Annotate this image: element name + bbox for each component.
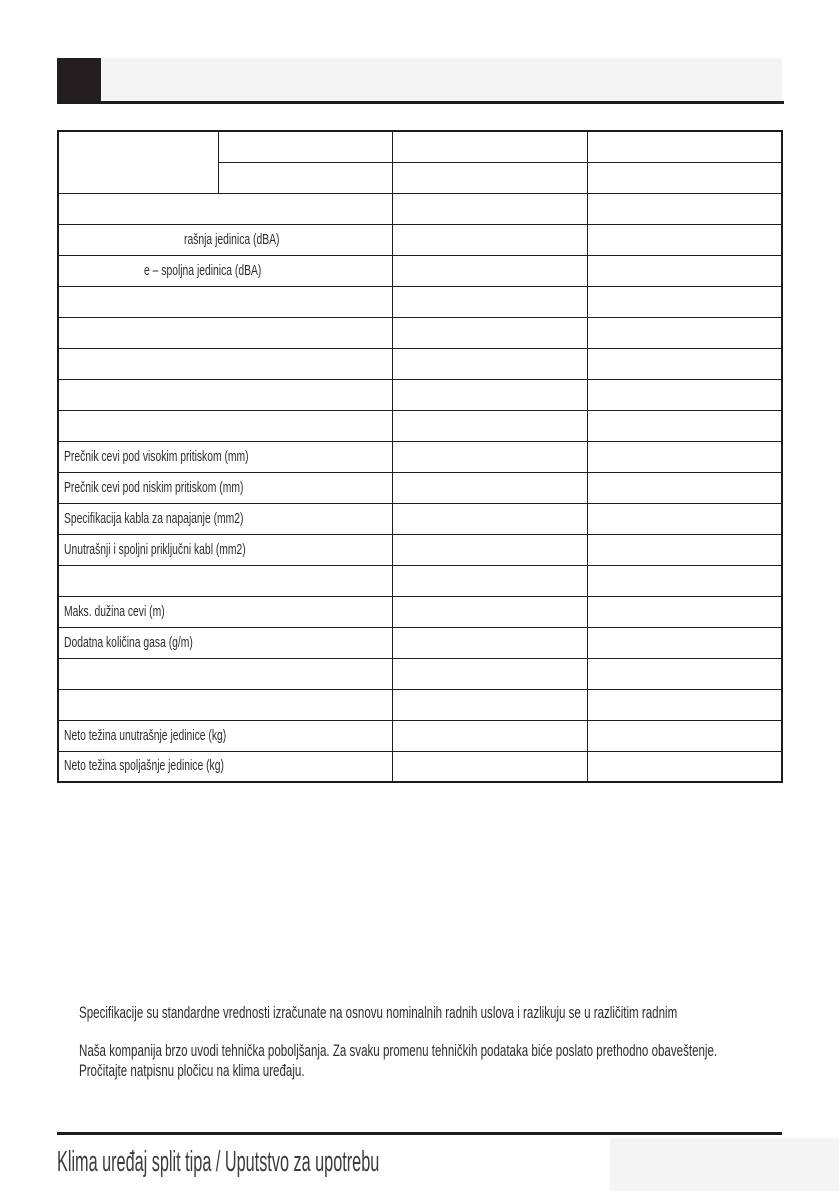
note-line: Pročitajte natpisnu pločicu na klima uređaju. bbox=[79, 1061, 305, 1080]
value-cell bbox=[587, 658, 782, 689]
row-label-cell bbox=[58, 193, 392, 224]
table-row bbox=[58, 255, 782, 286]
row-label-cell bbox=[58, 596, 392, 627]
row-label: Prečnik cevi pod niskim pritiskom (mm) bbox=[64, 478, 244, 496]
value-cell bbox=[587, 193, 782, 224]
row-label: Prečnik cevi pod visokim pritiskom (mm) bbox=[64, 447, 249, 465]
section-number-block bbox=[57, 58, 101, 102]
value-cell bbox=[392, 751, 587, 782]
table-row bbox=[58, 596, 782, 627]
footer-gray-box bbox=[610, 1138, 839, 1191]
value-cell bbox=[587, 596, 782, 627]
row-label: Dodatna količina gasa (g/m) bbox=[64, 633, 193, 651]
table-row bbox=[58, 379, 782, 410]
value-cell bbox=[392, 472, 587, 503]
value-cell bbox=[587, 534, 782, 565]
row-label-cell bbox=[58, 720, 392, 751]
value-cell bbox=[587, 720, 782, 751]
value-cell bbox=[392, 224, 587, 255]
header-cell bbox=[587, 162, 782, 193]
note-line: Specifikacije su standardne vrednosti izračunate na osnovu nominalnih radnih uslova i razlikuju se u različitim radnim bbox=[79, 1003, 678, 1022]
value-cell bbox=[392, 441, 587, 472]
table-row bbox=[58, 286, 782, 317]
table-header-row-1 bbox=[58, 131, 782, 162]
value-cell bbox=[392, 503, 587, 534]
note-company bbox=[79, 1041, 717, 1081]
row-label-cell bbox=[58, 348, 392, 379]
table-row bbox=[58, 503, 782, 534]
value-cell bbox=[392, 255, 587, 286]
note-specifications bbox=[79, 1003, 677, 1023]
value-cell bbox=[392, 410, 587, 441]
row-label-cell bbox=[58, 503, 392, 534]
value-cell bbox=[392, 534, 587, 565]
table-row bbox=[58, 317, 782, 348]
value-cell bbox=[587, 348, 782, 379]
value-cell bbox=[392, 348, 587, 379]
footer-divider-rule bbox=[57, 1132, 782, 1135]
value-cell bbox=[587, 317, 782, 348]
row-label-cell bbox=[58, 286, 392, 317]
table-row bbox=[58, 193, 782, 224]
row-label: Neto težina spoljašnje jedinice (kg) bbox=[64, 757, 224, 775]
value-cell bbox=[392, 627, 587, 658]
row-label-cell bbox=[58, 255, 392, 286]
row-label-cell bbox=[58, 658, 392, 689]
header-cell bbox=[392, 162, 587, 193]
table-row bbox=[58, 441, 782, 472]
value-cell bbox=[392, 689, 587, 720]
row-label: e – spoljna jedinica (dBA) bbox=[144, 261, 262, 279]
row-label: Maks. dužina cevi (m) bbox=[64, 602, 165, 620]
section-title-bar bbox=[57, 58, 782, 100]
value-cell bbox=[587, 503, 782, 534]
value-cell bbox=[587, 472, 782, 503]
value-cell bbox=[587, 255, 782, 286]
footer-title: Klima uređaj split tipa / Uputstvo za upotrebu bbox=[57, 1146, 380, 1178]
value-cell bbox=[587, 410, 782, 441]
row-label: Unutrašnji i spoljni priključni kabl (mm2) bbox=[64, 540, 246, 558]
header-cell bbox=[392, 131, 587, 162]
table-row bbox=[58, 534, 782, 565]
table-row bbox=[58, 658, 782, 689]
table-row bbox=[58, 565, 782, 596]
row-label-cell bbox=[58, 627, 392, 658]
value-cell bbox=[392, 565, 587, 596]
value-cell bbox=[392, 286, 587, 317]
value-cell bbox=[587, 689, 782, 720]
note-line: Naša kompanija brzo uvodi tehnička poboljšanja. Za svaku promenu tehničkih podataka biće poslato prethodno obaveštenje. bbox=[79, 1041, 718, 1060]
value-cell bbox=[587, 224, 782, 255]
value-cell bbox=[587, 751, 782, 782]
row-label-cell bbox=[58, 410, 392, 441]
table-row bbox=[58, 689, 782, 720]
table-row bbox=[58, 627, 782, 658]
row-label: Specifikacija kabla za napajanje (mm2) bbox=[64, 509, 244, 527]
value-cell bbox=[587, 379, 782, 410]
row-label-cell bbox=[58, 441, 392, 472]
value-cell bbox=[587, 627, 782, 658]
value-cell bbox=[392, 379, 587, 410]
value-cell bbox=[392, 720, 587, 751]
row-label-cell bbox=[58, 472, 392, 503]
header-cell bbox=[218, 131, 392, 162]
row-label-cell bbox=[58, 224, 392, 255]
header-cell bbox=[587, 131, 782, 162]
value-cell bbox=[587, 565, 782, 596]
value-cell bbox=[587, 441, 782, 472]
header-cell-corner bbox=[58, 131, 218, 193]
row-label-cell bbox=[58, 534, 392, 565]
spec-table bbox=[57, 130, 783, 783]
row-label-cell bbox=[58, 379, 392, 410]
value-cell bbox=[392, 193, 587, 224]
value-cell bbox=[587, 286, 782, 317]
value-cell bbox=[392, 658, 587, 689]
value-cell bbox=[392, 596, 587, 627]
section-divider-rule bbox=[57, 101, 784, 104]
value-cell bbox=[392, 317, 587, 348]
table-row bbox=[58, 410, 782, 441]
table-row bbox=[58, 224, 782, 255]
row-label: rašnja jedinica (dBA) bbox=[184, 230, 280, 248]
table-row bbox=[58, 472, 782, 503]
row-label-cell bbox=[58, 565, 392, 596]
row-label-cell bbox=[58, 751, 392, 782]
row-label-cell bbox=[58, 317, 392, 348]
row-label-cell bbox=[58, 689, 392, 720]
table-row bbox=[58, 348, 782, 379]
row-label: Neto težina unutrašnje jedinice (kg) bbox=[64, 726, 227, 744]
table-row bbox=[58, 720, 782, 751]
header-cell bbox=[218, 162, 392, 193]
table-row bbox=[58, 751, 782, 782]
